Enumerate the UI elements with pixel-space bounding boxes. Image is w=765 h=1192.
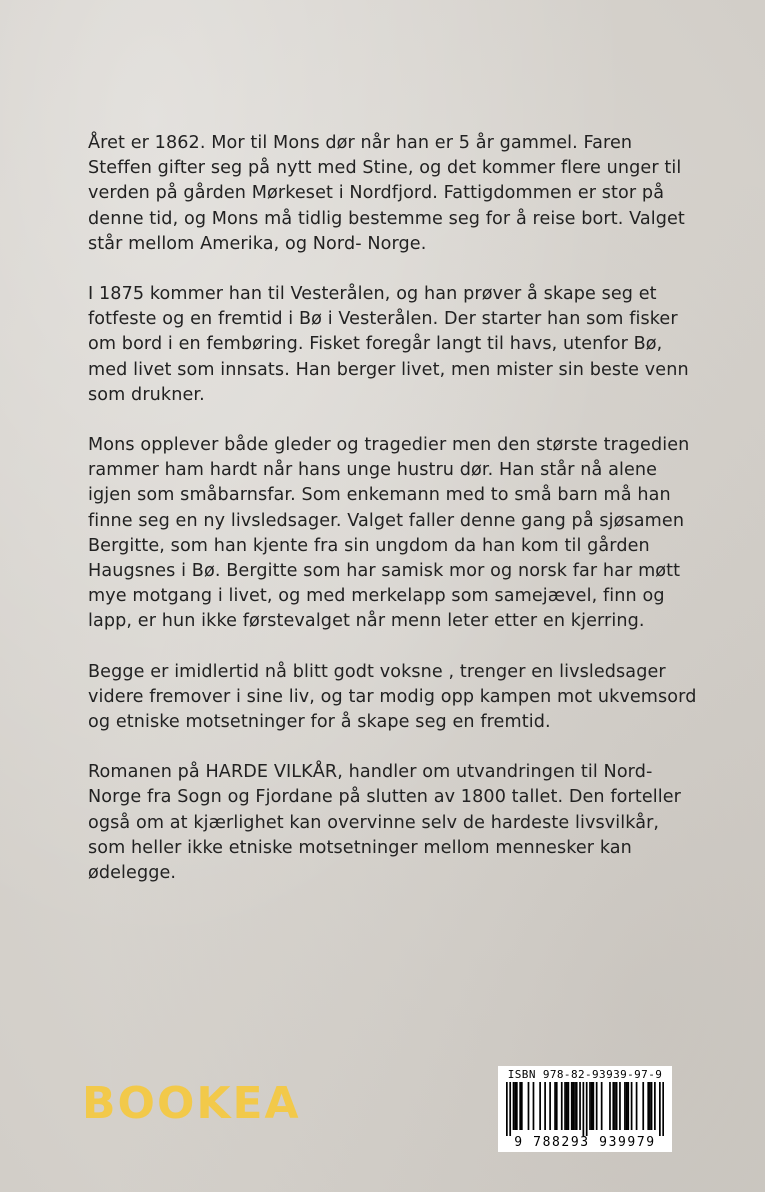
blurb-paragraph-4: Begge er imidlertid nå blitt godt voksne , trenger en livsledsager videre fremover i sine liv, og tar modig opp kampen mot ukvemsord og etniske motsetninger for å skape seg en fremtid. bbox=[88, 661, 697, 733]
isbn-label: ISBN 978-82-93939-97-9 bbox=[507, 1068, 663, 1081]
barcode-bar bbox=[579, 1082, 581, 1130]
barcode-digits: 9 788293 939979 bbox=[514, 1135, 656, 1150]
barcode-bar bbox=[626, 1082, 628, 1130]
barcode-bar bbox=[521, 1082, 523, 1130]
barcode-bar bbox=[516, 1082, 518, 1130]
barcode-bar bbox=[514, 1082, 516, 1130]
barcode-bar bbox=[649, 1082, 651, 1130]
barcode-bar bbox=[583, 1082, 585, 1136]
barcode-bar bbox=[627, 1082, 629, 1130]
barcode-bar bbox=[616, 1082, 618, 1130]
barcode-bar bbox=[614, 1082, 616, 1130]
barcode-bar bbox=[513, 1082, 515, 1130]
barcode-bar bbox=[659, 1082, 661, 1136]
barcode-bar bbox=[647, 1082, 649, 1130]
barcode-bar bbox=[549, 1082, 551, 1130]
barcode-bar bbox=[631, 1082, 633, 1130]
barcode-bar bbox=[612, 1082, 614, 1130]
barcode-bar bbox=[596, 1082, 598, 1130]
blurb-paragraph-3: Mons opplever både gleder og tragedier men den største tragedien rammer ham hardt når hans unge hustru dør. Han står nå alene igjen som småbarnsfar. Som enkemann med to små barn må han finne seg en ny livsledsager. Valget faller denne gang på sjøsamen Bergitte, som han kjente fra sin ungdom da han kom til gården Haugsnes i Bø. Bergitte som har samisk mor og norsk far har møtt mye motgang i livet, og med merkelapp som samejævel, finn og lapp, er hun ikke førstevalget når menn leter etter en kjerring. bbox=[88, 435, 690, 632]
barcode-bar bbox=[556, 1082, 558, 1130]
barcode-bar bbox=[642, 1082, 644, 1130]
barcode-bar bbox=[568, 1082, 570, 1130]
barcode-bar bbox=[651, 1082, 653, 1130]
barcode-bar bbox=[619, 1082, 621, 1130]
barcode-bar bbox=[519, 1082, 521, 1130]
barcode-bar bbox=[576, 1082, 578, 1130]
barcode-bar bbox=[609, 1082, 611, 1130]
barcode-bar bbox=[533, 1082, 535, 1130]
barcode-bar bbox=[564, 1082, 566, 1130]
isbn-barcode-block bbox=[498, 1066, 672, 1152]
blurb-text bbox=[88, 131, 698, 911]
barcode-bar bbox=[544, 1082, 546, 1130]
barcode-bar bbox=[591, 1082, 593, 1130]
blurb-paragraph-1: Året er 1862. Mor til Mons dør når han er 5 år gammel. Faren Steffen gifter seg på nytt med Stine, og det kommer flere unger til verden på gården Mørkeset i Nordfjord. Fattigdommen er stor på denne tid, og Mons må tidlig bestemme seg for å reise bort. Valget står mellom Amerika, og Nord- Norge. bbox=[88, 133, 685, 254]
barcode-bar bbox=[601, 1082, 603, 1130]
barcode-bar bbox=[554, 1082, 556, 1130]
publisher-logo: BOOKEA bbox=[82, 1078, 301, 1129]
blurb-paragraph-2: I 1875 kommer han til Vesterålen, og han prøver å skape seg et fotfeste og en fremtid i Bø i Vesterålen. Der starter han som fisker om bord i en fembøring. Fisket foregår langt til havs, utenfor Bø, med livet som innsats. Han berger livet, men mister sin beste venn som drukner. bbox=[88, 284, 689, 405]
barcode-image bbox=[506, 1082, 664, 1136]
barcode-bar bbox=[592, 1082, 594, 1130]
barcode-bar bbox=[574, 1082, 576, 1130]
barcode-bar bbox=[654, 1082, 656, 1130]
barcode-bar bbox=[571, 1082, 573, 1130]
barcode-bar bbox=[589, 1082, 591, 1130]
barcode-bar bbox=[662, 1082, 664, 1136]
barcode-bar bbox=[561, 1082, 563, 1130]
barcode-bar bbox=[573, 1082, 575, 1130]
barcode-bar bbox=[539, 1082, 541, 1130]
barcode-bar bbox=[509, 1082, 511, 1136]
barcode-bar bbox=[586, 1082, 588, 1136]
barcode-bar bbox=[528, 1082, 530, 1130]
barcode-bar bbox=[624, 1082, 626, 1130]
barcode-bar bbox=[636, 1082, 638, 1130]
barcode-bar bbox=[506, 1082, 508, 1136]
blurb-paragraph-5: Romanen på HARDE VILKÅR, handler om utvandringen til Nord-Norge fra Sogn og Fjordane på slutten av 1800 tallet. Den forteller også om at kjærlighet kan overvinne selv de hardeste livsvilkår, som heller ikke etniske motsetninger mellom mennesker kan ødelegge. bbox=[88, 762, 682, 884]
barcode-bar bbox=[566, 1082, 568, 1130]
